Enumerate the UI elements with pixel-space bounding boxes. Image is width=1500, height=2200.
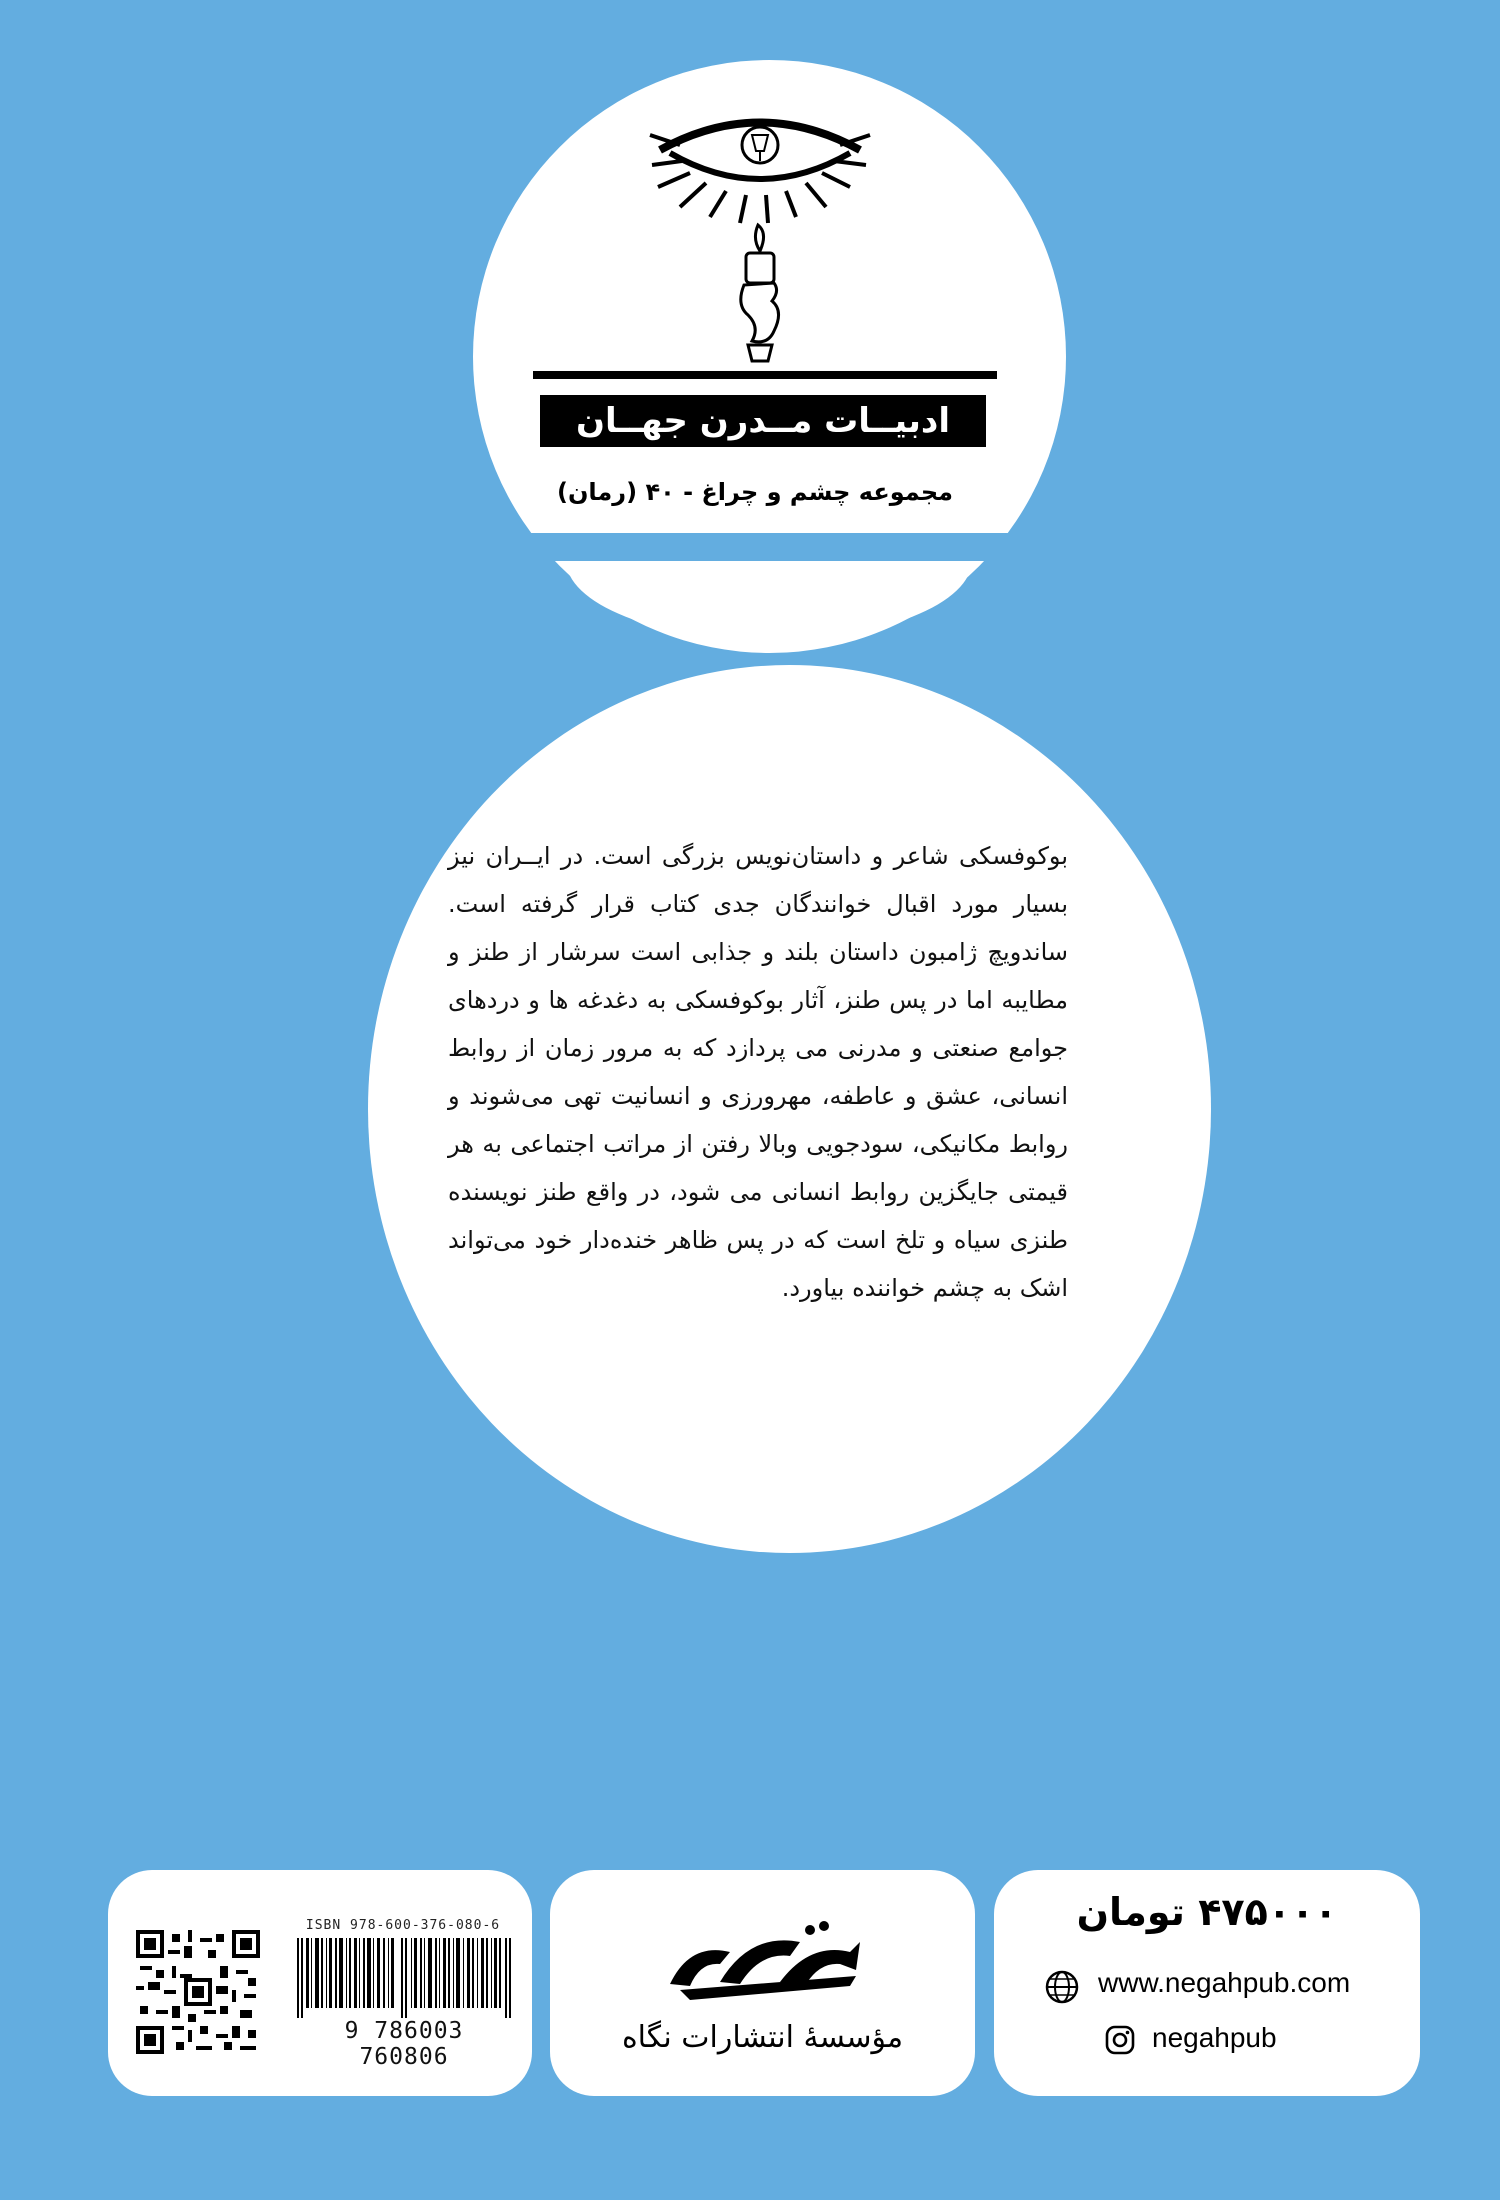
series-rule bbox=[533, 371, 997, 379]
barcode-digits: 9 786003 760806 bbox=[293, 2018, 515, 2070]
qr-code bbox=[136, 1930, 260, 2054]
series-subtitle: مجموعه چشم و چراغ - ۴۰ (رمان) bbox=[556, 478, 954, 506]
contact-card bbox=[994, 1870, 1420, 2096]
price: ۴۷۵۰۰۰ تومان bbox=[1076, 1890, 1338, 1934]
instagram-row[interactable] bbox=[1104, 2020, 1404, 2060]
eye-torch-emblem bbox=[640, 105, 880, 365]
instagram-icon bbox=[1104, 2024, 1136, 2056]
publisher-logo bbox=[660, 1912, 870, 2012]
publisher-name: مؤسسهٔ انتشارات نگاه bbox=[621, 2020, 904, 2055]
book-blurb: بوکوفسکی شاعر و داستان‌نویس بزرگی است. در ایــران نیز بسیار مورد اقبال خوانندگان جدی کتاب قرار گرفته است. ساندویچ ژامبون داستان بلند و جذابی است سرشار از طنز و مطایبه اما در پس طنز، آثار بوکوفسکی به دغدغه ها و دردهای جوامع صنعتی و مدرنی می پردازد که به مرور زمان از روابط انسانی، عشق و عاطفه، مهرورزی و انسانیت تهی می‌شوند و روابط مکانیکی، سودجویی وبالا رفتن از مراتب اجتماعی به هر قیمتی جایگزین روابط انسانی می شود، در واقع طنز نویسنده طنزی سیاه و تلخ است که در پس ظاهر خنده‌دار خود می‌تواند اشک به چشم خواننده بیاورد. bbox=[448, 842, 1068, 1302]
circle-cut-band bbox=[0, 533, 1500, 561]
website-link[interactable]: www.negahpub.com bbox=[1098, 1967, 1351, 1998]
globe-icon bbox=[1044, 1969, 1080, 2005]
eye-icon bbox=[640, 105, 880, 365]
website-row[interactable] bbox=[1044, 1965, 1404, 2005]
torch-icon bbox=[741, 225, 779, 361]
isbn-label: ISBN 978-600-376-080-6 bbox=[305, 1918, 501, 1933]
series-emblem-circle-cap bbox=[566, 560, 972, 640]
instagram-handle[interactable]: negahpub bbox=[1152, 2022, 1277, 2053]
publisher-card bbox=[550, 1870, 975, 2096]
barcode-card bbox=[108, 1870, 532, 2096]
series-title: ادبیــات مــدرن جهــان bbox=[540, 395, 986, 447]
